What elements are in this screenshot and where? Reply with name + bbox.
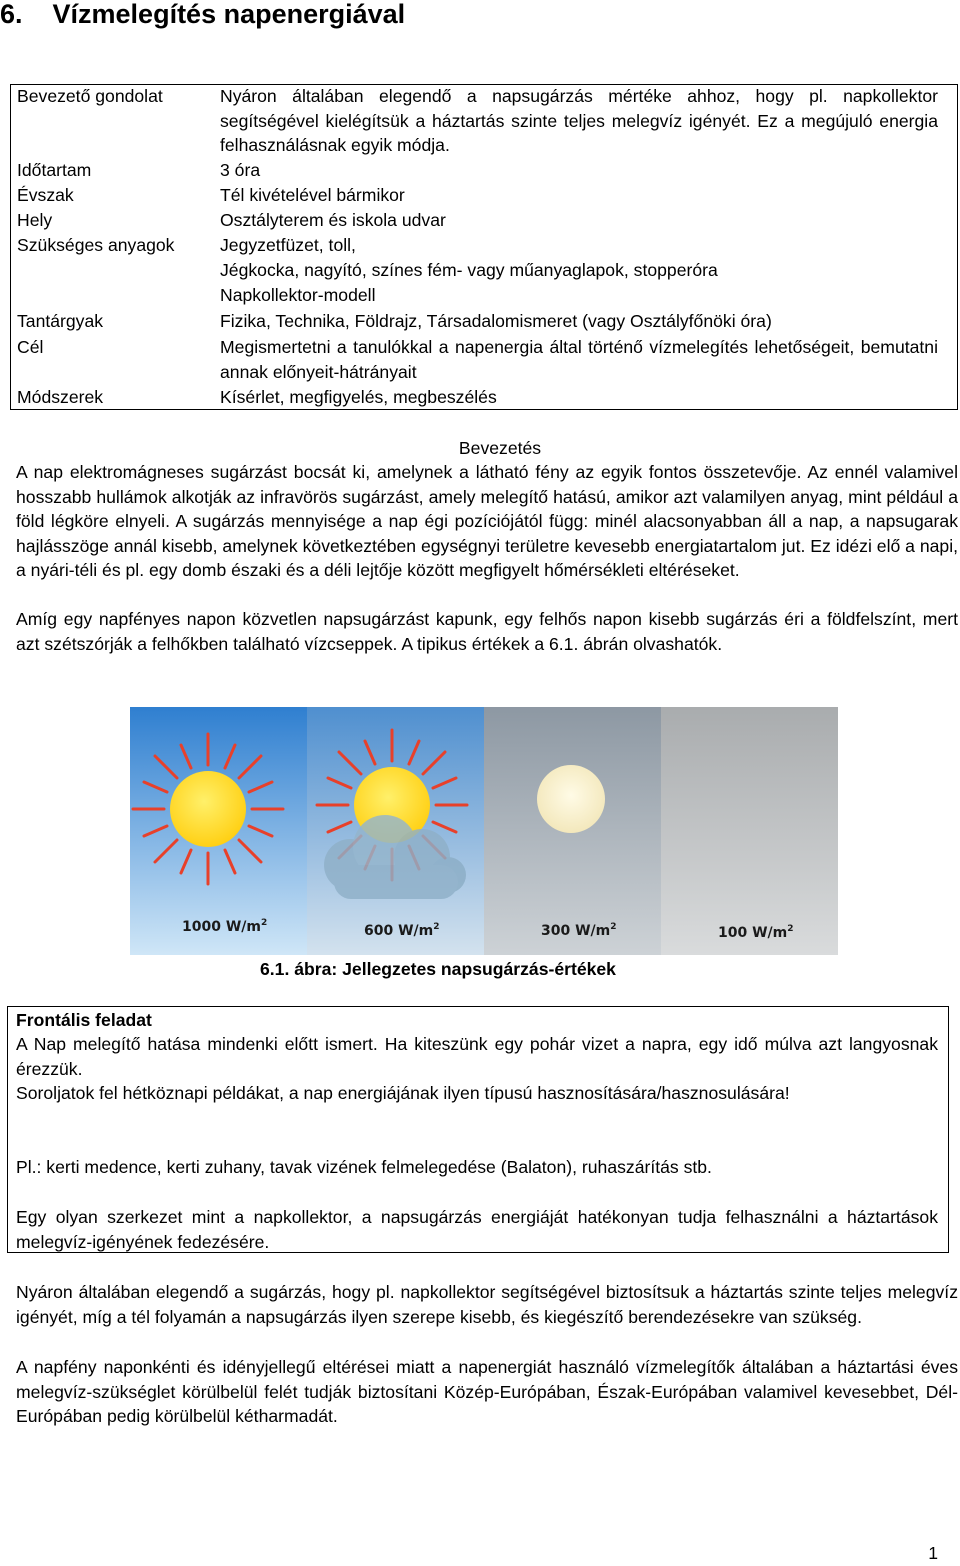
- figure-caption: 6.1. ábra: Jellegzetes napsugárzás-értékek: [260, 959, 616, 979]
- value-season: Tél kivételével bármikor: [220, 185, 405, 205]
- intro-paragraph-1: A nap elektromágneses sugárzást bocsát ki, amelynek a látható fény az egyik fontos összetevője. Az ennél valamivel hosszabb hullámok alkotják az infravörös sugárzást, amely melegítő hatású, amikor azt valamilyen anyag, mint például a föld légköre elnyeli. A sugárzás mennyisége a nap égi pozíciójától függ: minél alacsonyabban áll a nap, a napsugarak hajlásszöge annál kisebb, amelynek következtében egységnyi területre kevesebb energiatartalom jut. Ez idézi elő a napi, a nyári-téli és pl. egy domb északi és a déli lejtője között megfigyelt hőmérsékleti eltéréseket.: [16, 462, 958, 581]
- label-season: Évszak: [17, 185, 74, 205]
- label-goal: Cél: [17, 337, 44, 357]
- label-materials: Szükséges anyagok: [17, 235, 175, 255]
- value-materials-line-3: Napkollektor-modell: [220, 285, 376, 305]
- panel-label-2: 600 $W/m^2$: [364, 922, 440, 939]
- label-place: Hely: [17, 210, 53, 230]
- label-subjects: Tantárgyak: [17, 311, 104, 331]
- value-intro-thought: Nyáron általában elegendő a napsugárzás mértéke ahhoz, hogy pl. napkollektor segítségével kielégítsük a háztartás szinte teljes melegvíz igényét. Ez a megújuló energia felhasználásnak egyik módja.: [220, 86, 938, 156]
- task-title: Frontális feladat: [16, 1010, 152, 1030]
- task-example: Pl.: kerti medence, kerti zuhany, tavak vizének felmelegedése (Balaton), ruhaszárítás stb.: [16, 1157, 712, 1177]
- solar-radiation-figure: [130, 707, 838, 955]
- page-title: 6. Vízmelegítés napenergiával: [0, 0, 406, 29]
- value-materials-line-1: Jegyzetfüzet, toll,: [220, 235, 356, 255]
- intro-paragraph-2: Amíg egy napfényes napon közvetlen napsugárzást kapunk, egy felhős napon kisebb sugárzás éri a földfelszínt, mert azt szétszórják a felhőkben található vízcseppek. A tipikus értékek a 6.1. ábrán olvashatók.: [16, 609, 958, 654]
- page-number: 1: [928, 1543, 938, 1563]
- task-conclusion: Egy olyan szerkezet mint a napkollektor, a napsugárzás energiáját hatékonyan tudja felhasználni a háztartások melegvíz-igényének fedezésére.: [16, 1207, 938, 1252]
- panel-overcast: [661, 707, 838, 955]
- label-methods: Módszerek: [17, 387, 104, 407]
- value-methods: Kísérlet, megfigyelés, megbeszélés: [220, 387, 497, 407]
- label-intro-thought: Bevezető gondolat: [17, 86, 163, 106]
- panel-label-4: 100 $W/m^2$: [718, 924, 794, 941]
- value-duration: 3 óra: [220, 160, 261, 180]
- closing-paragraph-1: Nyáron általában elegendő a sugárzás, hogy pl. napkollektor segítségével biztosítsuk a háztartás szinte teljes melegvíz igényét, míg a tél folyamán a napsugárzás ilyen szerepe kisebb, és kiegészítő berendezésekre van szükség.: [16, 1282, 958, 1327]
- value-goal: Megismertetni a tanulókkal a napenergia által történő vízmelegítés lehetőségeit, bemutatni annak előnyeit-hátrányait: [220, 337, 938, 382]
- label-duration: Időtartam: [17, 160, 92, 180]
- pale-sun-icon: [537, 765, 605, 833]
- panel-label-3: 300 $W/m^2$: [541, 922, 617, 939]
- panel-label-1: 1000 $W/m^2$: [182, 918, 268, 935]
- sun-icon: [133, 734, 283, 884]
- intro-heading: Bevezetés: [458, 438, 542, 458]
- value-subjects: Fizika, Technika, Földrajz, Társadalomismeret (vagy Osztályfőnöki óra): [220, 311, 772, 331]
- value-materials-line-2: Jégkocka, nagyító, színes fém- vagy műanyaglapok, stopperóra: [220, 260, 718, 280]
- task-text-2: Soroljatok fel hétköznapi példákat, a nap energiájának ilyen típusú hasznosítására/hasznosulására!: [16, 1083, 790, 1103]
- task-text-1: A Nap melegítő hatása mindenki előtt ismert. Ha kiteszünk egy pohár vizet a napra, egy idő múlva azt langyosnak érezzük.: [16, 1034, 938, 1079]
- value-place: Osztályterem és iskola udvar: [220, 210, 446, 230]
- closing-paragraph-2: A napfény naponkénti és idényjellegű eltérései miatt a napenergiát használó vízmelegítők általában a háztartási éves melegvíz-szükséglet körülbelül felét tudják biztosítani Közép-Európában, Észak-Európában valamivel kevesebbet, Dél-Európában pedig körülbelül kétharmadát.: [16, 1357, 958, 1427]
